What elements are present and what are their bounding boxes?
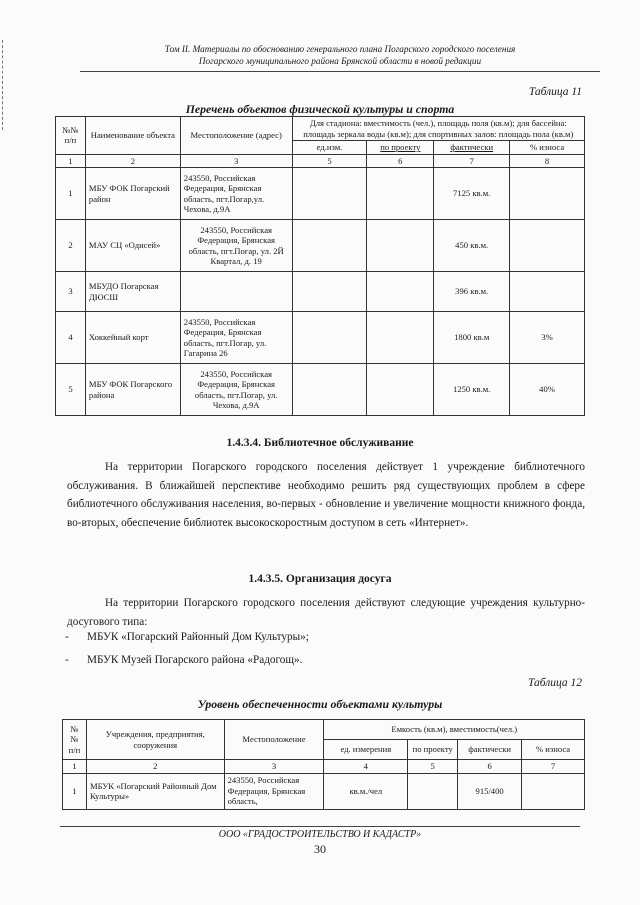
culture-facilities-table <box>62 719 585 810</box>
cell-wear <box>510 168 585 220</box>
col-number: 6 <box>458 760 522 774</box>
cell-unit <box>292 272 367 312</box>
cell-name: МБУ ФОК Погарский район <box>85 168 180 220</box>
col-number: 4 <box>324 760 408 774</box>
list-item-text: МБУК «Погарский Районный Дом Культуры»; <box>87 631 309 643</box>
header-divider <box>80 71 600 72</box>
th-project: по проекту <box>408 740 458 760</box>
cell-project <box>367 312 434 364</box>
table-12-label: Таблица 12 <box>527 677 582 689</box>
table-row <box>56 168 585 220</box>
bullet-dash: - <box>65 631 69 643</box>
table-row <box>63 773 585 809</box>
cell-location: 243550, Российская Федерация, Брянская область, пгт.Погар,ул. Чехова, д.9А <box>180 168 292 220</box>
col-number: 3 <box>224 760 324 774</box>
cell-actual: 396 кв.м. <box>434 272 510 312</box>
cell-num: 2 <box>56 220 86 272</box>
cell-actual: 7125 кв.м. <box>434 168 510 220</box>
cell-wear: 40% <box>510 364 585 416</box>
cell-location: 243550, Российская Федерация, Брянская область, пгт.Погар, ул. Чехова, д.9А <box>180 364 292 416</box>
table-row <box>56 220 585 272</box>
list-item <box>65 631 309 643</box>
library-heading: 1.4.3.4. Библиотечное обслуживание <box>226 437 414 449</box>
bullet-dash: - <box>65 654 69 666</box>
cell-wear <box>510 272 585 312</box>
th-location: Местоположение <box>224 720 324 760</box>
cell-project <box>367 168 434 220</box>
cell-wear: 3% <box>510 312 585 364</box>
th-wear: % износа <box>510 141 585 155</box>
leisure-paragraph: На территории Погарского городского поселения действуют следующие учреждения культурно-досугового типа: <box>67 597 585 628</box>
th-unit: ед.изм. <box>292 141 367 155</box>
th-location: Местоположение (адрес) <box>180 117 292 155</box>
col-number: 3 <box>180 154 292 168</box>
cell-location: 243550, Российская Федерация, Брянская область, пгт.Погар, ул. Гагарина 26 <box>180 312 292 364</box>
cell-actual: 450 кв.м. <box>434 220 510 272</box>
column-number-row <box>56 154 585 168</box>
cell-num: 1 <box>56 168 86 220</box>
th-num: № № п/п <box>63 720 87 760</box>
col-number: 1 <box>63 760 87 774</box>
th-unit: ед. измерения <box>324 740 408 760</box>
leisure-heading: 1.4.3.5. Организация досуга <box>248 573 392 585</box>
cell-location: 243550, Российская Федерация, Брянская область, <box>224 773 324 809</box>
col-number: 7 <box>434 154 510 168</box>
cell-project <box>408 773 458 809</box>
cell-wear <box>522 773 585 809</box>
cell-unit <box>292 364 367 416</box>
cell-name: Хоккейный корт <box>85 312 180 364</box>
cell-num: 1 <box>63 773 87 809</box>
col-number: 8 <box>510 154 585 168</box>
list-item-text: МБУК Музей Погарского района «Радогощ». <box>87 654 303 666</box>
table-11-label: Таблица 11 <box>528 86 582 98</box>
cell-wear <box>510 220 585 272</box>
cell-location: 243550, Российская Федерация, Брянская область, пгт.Погар, ул. 2Й Квартал, д. 19 <box>180 220 292 272</box>
header-line-1: Том II. Материалы по обоснованию генерального плана Погарского городского поселения <box>164 44 516 54</box>
cell-project <box>367 220 434 272</box>
cell-name: МБУК «Погарский Районный Дом Культуры» <box>86 773 224 809</box>
column-number-row <box>63 760 585 774</box>
table-row <box>56 312 585 364</box>
th-name: Наименование объекта <box>85 117 180 155</box>
library-paragraph: На территории Погарского городского поселения действует 1 учреждение библиотечного обслуживания. В ближайшей перспективе необходимо решить ряд существующих проблем в сфере библиотечного обслуживания населения, во-первых - обновление и увеличение мощности книжного фонда, во-вторых, обеспечение библиотек высокоскоростным доступом в сеть «Интернет». <box>67 461 585 529</box>
list-item <box>65 654 303 666</box>
cell-unit: кв.м./чел <box>324 773 408 809</box>
th-actual: фактически <box>434 141 510 155</box>
document-header <box>90 43 590 67</box>
cell-num: 5 <box>56 364 86 416</box>
col-number: 7 <box>522 760 585 774</box>
col-number: 2 <box>86 760 224 774</box>
th-project: по проекту <box>367 141 434 155</box>
cell-unit <box>292 220 367 272</box>
th-capacity: Емкость (кв.м), вместимость(чел.) <box>324 720 585 740</box>
cell-project <box>367 272 434 312</box>
col-number: 5 <box>292 154 367 168</box>
table-row <box>56 364 585 416</box>
col-number: 2 <box>85 154 180 168</box>
th-capacity: Для стадиона: вместимость (чел.), площадь поля (кв.м); для бассейна: площадь зеркала воды (кв.м); для спортивных залов: площадь пола (кв.м) <box>292 117 584 141</box>
th-actual: фактически <box>458 740 522 760</box>
th-num: №№ п/п <box>56 117 86 155</box>
footer-company: ООО «ГРАДОСТРОИТЕЛЬСТВО И КАДАСТР» <box>218 829 422 840</box>
cell-location <box>180 272 292 312</box>
table-11-title: Перечень объектов физической культуры и спорта <box>185 102 455 116</box>
col-number: 5 <box>408 760 458 774</box>
cell-actual: 915/400 <box>458 773 522 809</box>
cell-project <box>367 364 434 416</box>
col-number: 6 <box>367 154 434 168</box>
col-number: 1 <box>56 154 86 168</box>
cell-actual: 1800 кв.м <box>434 312 510 364</box>
cell-num: 4 <box>56 312 86 364</box>
table-12-title: Уровень обеспеченности объектами культуры <box>197 697 443 711</box>
cell-num: 3 <box>56 272 86 312</box>
sports-facilities-table <box>55 116 585 416</box>
th-wear: % износа <box>522 740 585 760</box>
cell-unit <box>292 312 367 364</box>
page-number: 30 <box>314 842 326 856</box>
cell-unit <box>292 168 367 220</box>
table-row <box>56 272 585 312</box>
cell-actual: 1250 кв.м. <box>434 364 510 416</box>
th-name: Учреждения, предприятия, сооружения <box>86 720 224 760</box>
footer-divider <box>60 826 580 827</box>
cell-name: МБУ ФОК Погарского района <box>85 364 180 416</box>
cell-name: МАУ СЦ «Одисей» <box>85 220 180 272</box>
cell-name: МБУДО Погарская ДЮСШ <box>85 272 180 312</box>
header-line-2: Погарского муниципального района Брянской области в новой редакции <box>198 56 482 66</box>
